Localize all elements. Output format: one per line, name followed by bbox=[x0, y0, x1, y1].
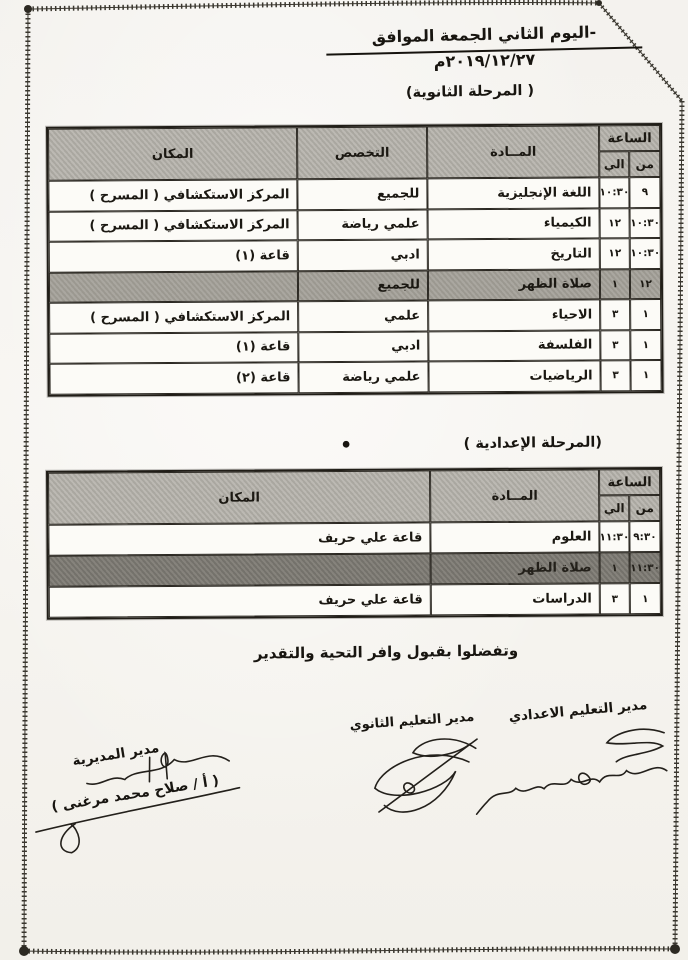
cell-subject: الاحياء bbox=[428, 299, 600, 331]
prep-education-director-title: مدير التعليم الاعدادي bbox=[508, 696, 648, 726]
cell-from: ١ bbox=[630, 583, 661, 614]
cell-to: ٣ bbox=[600, 299, 630, 330]
cell-place: قاعة (٢) bbox=[49, 362, 298, 394]
cell-to: ١ bbox=[600, 552, 630, 583]
preparatory-stage-heading: (المرحلة الإعدادية ) bbox=[463, 434, 603, 453]
cell-from: ١ bbox=[630, 360, 661, 391]
cell-from: ١١:٣٠ bbox=[630, 552, 661, 583]
col-header-major: التخصص bbox=[297, 126, 427, 179]
bullet-icon: • bbox=[339, 434, 353, 457]
cell-to: ٣ bbox=[600, 583, 630, 614]
col-header-to: الي bbox=[599, 495, 629, 521]
cell-to: ١٢ bbox=[600, 208, 630, 239]
cell-to: ٣ bbox=[600, 360, 630, 391]
cell-from: ٩:٣٠ bbox=[629, 521, 660, 552]
secondary-stage-heading: ( المرحلة الثانوية) bbox=[405, 82, 535, 102]
cell-subject: الرياضيات bbox=[428, 360, 600, 392]
col-header-time: الساعة bbox=[599, 469, 660, 495]
col-header-subject: المــادة bbox=[430, 469, 599, 522]
preparatory-stage-heading-line bbox=[340, 430, 602, 459]
cell-from: ٩ bbox=[629, 177, 660, 208]
cell-place bbox=[49, 271, 298, 303]
secondary-education-director-signature bbox=[352, 726, 494, 826]
cell-place: المركز الاستكشافي ( المسرح ) bbox=[49, 210, 298, 242]
prep-education-director-signature bbox=[468, 724, 680, 816]
cell-to: ١٠:٣٠ bbox=[599, 177, 629, 208]
cell-place bbox=[49, 553, 431, 586]
cell-to: ١٢ bbox=[600, 238, 630, 269]
col-header-place: المكان bbox=[48, 470, 430, 524]
cell-major: للجميع bbox=[297, 178, 427, 209]
col-header-from: من bbox=[629, 495, 660, 521]
cell-subject: العلوم bbox=[430, 521, 599, 553]
cell-place: قاعة (١) bbox=[49, 240, 298, 272]
document-title: -اليوم الثاني الجمعة الموافق ٢٠١٩/١٢/٢٧م bbox=[326, 18, 643, 55]
cell-major: للجميع bbox=[298, 270, 428, 301]
cell-major: ادبي bbox=[298, 331, 428, 362]
cell-place: قاعة (١) bbox=[49, 332, 298, 364]
cell-subject: التاريخ bbox=[428, 238, 600, 270]
cell-major: ادبي bbox=[298, 239, 428, 270]
directorate-director-title: مدير المديرية bbox=[71, 739, 161, 770]
cell-to: ١١:٣٠ bbox=[599, 521, 629, 552]
cell-subject-prayer: صلاة الظهر bbox=[428, 269, 600, 301]
cell-subject: اللغة الإنجليزية bbox=[427, 177, 599, 209]
cell-major: علمي رياضة bbox=[298, 361, 428, 392]
cell-to: ٣ bbox=[600, 330, 630, 361]
col-header-to: الي bbox=[599, 151, 629, 177]
preparatory-stage-table bbox=[46, 467, 663, 620]
directorate-director-name: ( أ / صلاح محمد مرغنى ) bbox=[50, 772, 221, 816]
cell-major: علمي bbox=[298, 300, 428, 331]
cell-from: ١٠:٣٠ bbox=[630, 238, 661, 269]
cell-place: قاعة علي حريف bbox=[49, 584, 431, 617]
cell-place: المركز الاستكشافي ( المسرح ) bbox=[49, 301, 298, 333]
col-header-subject: المــادة bbox=[427, 125, 599, 178]
cell-place: قاعة علي حريف bbox=[48, 522, 430, 555]
cell-from: ١ bbox=[630, 299, 661, 330]
col-header-time: الساعة bbox=[599, 125, 660, 151]
cell-place: المركز الاستكشافي ( المسرح ) bbox=[48, 179, 297, 211]
cell-subject: الفلسفة bbox=[428, 330, 600, 362]
cell-from: ١٢ bbox=[630, 269, 661, 300]
closing-line: وتفضلوا بقبول وافر التحية والتقدير bbox=[253, 641, 519, 663]
cell-from: ١ bbox=[630, 330, 661, 361]
cell-from: ١٠:٣٠ bbox=[630, 208, 661, 239]
secondary-stage-table bbox=[46, 123, 664, 396]
cell-subject: الكيمياء bbox=[428, 208, 600, 240]
cell-major: علمي رياضة bbox=[298, 209, 428, 240]
cell-subject: الدراسات bbox=[431, 583, 600, 615]
secondary-education-director-title: مدير التعليم الثانوي bbox=[349, 709, 475, 734]
col-header-place: المكان bbox=[48, 127, 297, 181]
cell-subject-prayer: صلاة الظهر bbox=[431, 552, 600, 584]
col-header-from: من bbox=[629, 151, 660, 177]
cell-to: ١ bbox=[600, 269, 630, 300]
